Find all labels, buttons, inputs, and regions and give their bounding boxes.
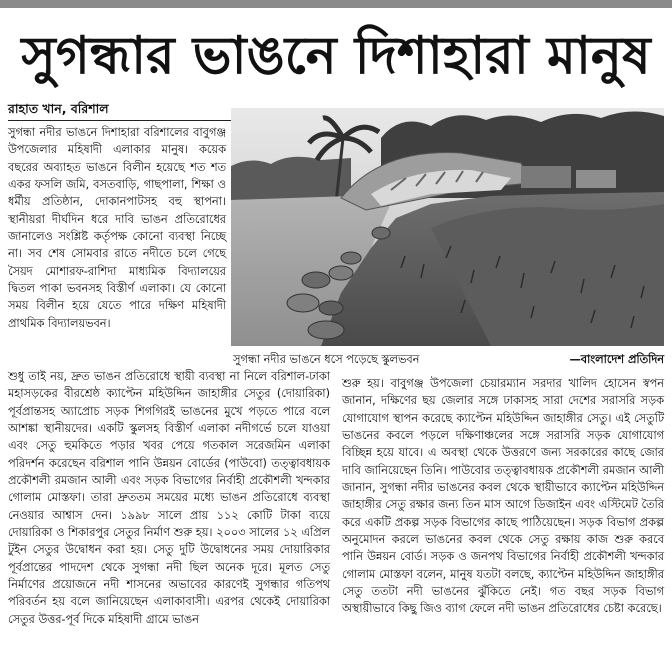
photo-caption: সুগন্ধা নদীর ভাঙনে ধসে পড়েছে স্কুলভবন xyxy=(233,353,420,366)
top-border xyxy=(0,0,672,8)
article-column-1: সুগন্ধা নদীর ভাঙনে দিশাহারা বরিশালের বাবুগঞ্জ উপজেলার মহিষাদী এলাকার মানুষ। কয়েক বছরের অব্যাহত ভাঙনে বিলীন হয়েছে শত শত একর ফসলি জমি, বসতবাড়ি, গাছপালা, শিক্ষা ও ধর্মীয় প্রতিষ্ঠান, দোকানপাটসহ বহু স্থাপনা। স্থানীয়রা দীর্ঘদিন ধরে দাবি ভাঙন প্রতিরোধের জানালেও সংশ্লিষ্ট কর্তৃপক্ষ কোনো ব্যবস্থা নিচ্ছে না। সব শেষ সোমবার রাতে নদীতে চলে গেছে সৈয়দ মোশারফ-রাশিদা মাধ্যমিক বিদ্যালয়ের দ্বিতল পাকা ভবনসহ বিস্তীর্ণ এলাকা। যে কোনো সময় বিলীন হয়ে যেতে পারে দক্ষিণ মহিষাদী প্রাথমিক বিদ্যালয়ভবন। xyxy=(8,126,226,330)
byline: রাহাত খান, বরিশাল xyxy=(8,101,109,116)
article-column-3: শুরু হয়। বাবুগঞ্জ উপজেলা চেয়ারম্যান সরদার খালিদ হোসেন স্বপন জানান, দক্ষিণের ছয় জেলার সঙ্গে ঢাকাসহ সারা দেশের সরাসরি সড়ক যোগাযোগ স্থাপন করেছে ক্যাপ্টেন মহিউদ্দিন জাহাঙ্গীর সেতু। এই সেতুটি ভাঙনের কবলে পড়লে দক্ষিণাঞ্চলের সঙ্গে সরাসরি সড়ক যোগাযোগ বিচ্ছিন্ন হয়ে যাবে। এ অবস্থা থেকে উত্তরণে জন্য সরকারের কাছে জোর দাবি জানিয়েছেন তিনি। পাউবোর তত্ত্বাবধায়ক প্রকৌশলী রমজান আলী জানান, সুগন্ধা নদীর ভাঙনের কবল থেকে স্থায়ীভাবে ক্যাপ্টেন মহিউদ্দিন জাহাঙ্গীর সেতু রক্ষার জন্য তিন মাস আগে ডিজাইন এবং এস্টিমেট তৈরি করে একটি প্রকল্প সড়ক বিভাগের কাছে পাঠিয়েছেন। সড়ক বিভাগ প্রকল্প অনুমোদন করলে ভাঙনের কবল থেকে সেতু রক্ষায় কাজ শুরু করবে পানি উন্নয়ন বোর্ড। সড়ক ও জনপথ বিভাগের নির্বাহী প্রকৌশলী খন্দকার গোলাম মোস্তফা বলেন, মানুষ যতটা বলছে, ক্যাপ্টেন মহিউদ্দিন জাহাঙ্গীর সেতু ততটা নদী ভাঙনের ঝুঁকিতে নেই। গত বছর সড়ক বিভাগ অস্থায়ীভাবে কিছু জিও ব্যাগ ফেলে নদী ভাঙন প্রতিরোধের চেষ্টা করেছে। xyxy=(342,377,664,616)
photo-credit: —বাংলাদেশ প্রতিদিন xyxy=(569,353,664,366)
headline: সুগন্ধার ভাঙনে দিশাহারা মানুষ xyxy=(21,26,651,86)
river-erosion-photo xyxy=(231,108,664,346)
news-photo xyxy=(231,108,664,346)
article-column-2: শুধু তাই নয়, দ্রুত ভাঙন প্রতিরোধে স্থায়ী ব্যবস্থা না নিলে বরিশাল-ঢাকা মহাসড়কের বীরশ্রেষ্ঠ ক্যাপ্টেন মহিউদ্দিন জাহাঙ্গীর সেতুর (দোয়ারিকা) পূর্বপ্রান্তসহ অ্যাপ্রোচ সড়ক শিগগিরই ভাঙনের মুখে পড়তে পারে বলে আশঙ্কা স্থানীয়দের। একটি স্কুলসহ বিস্তীর্ণ এলাকা নদীগর্ভে চলে যাওয়া এবং সেতু হুমকিতে পড়ার খবর পেয়ে গতকাল সরেজমিন এলাকা পরিদর্শন করেছেন বরিশাল পানি উন্নয়ন বোর্ডের (পাউবো) তত্ত্বাবধায়ক প্রকৌশলী রমজান আলী এবং সড়ক বিভাগের নির্বাহী প্রকৌশলী খন্দকার গোলাম মোস্তফা। তারা দ্রুততম সময়ের মধ্যে ভাঙন প্রতিরোধে ব্যবস্থা নেওয়ার আশ্বাস দেন। ১৯৯৮ সালে প্রায় ১১২ কোটি টাকা ব্যয়ে দোয়ারিকা ও শিকারপুর সেতুর নির্মাণ শুরু হয়। ২০০৩ সালের ১২ এপ্রিল টুইন সেতুর উদ্বোধন করা হয়। সেতু দুটি উদ্বোধনের সময় দোয়ারিকার পূর্বপ্রান্তের পাদদেশ থেকে সুগন্ধা নদী ছিল অনেক দূরে। মূলত সেতু নির্মাণের প্রয়োজনে নদী শাসনের অভাবের কারণেই সুগন্ধার গতিপথ পরিবর্তন হয় বলে জানিয়েছেন এলাকাবাসী। এরপর থেকেই দোয়ারিকা সেতুর উত্তর-পূর্ব দিকে মহিষাদী গ্রামে ভাঙন xyxy=(8,370,330,626)
